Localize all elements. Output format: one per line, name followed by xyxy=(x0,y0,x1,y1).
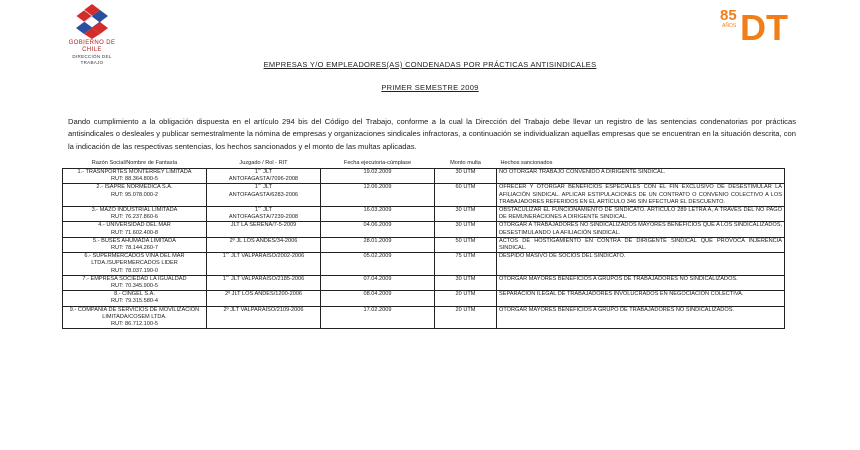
hechos-cell: ACTOS DE HOSTIGAMIENTO EN CONTRA DE DIRIGENTE SINDICAL QUE PROVOCA INJERENCIA SINDICAL. xyxy=(497,237,785,252)
hechos-cell: OTORGAR MAYORES BENEFICIOS A GRUPOS DE TRABAJADORES NO SINDICALIZADOS. xyxy=(497,275,785,290)
col-header-multa: Monto multa xyxy=(450,159,481,166)
fecha-cell: 04.06.2009 xyxy=(321,222,435,237)
hechos-cell: OTORGAR MAYORES BENEFICIOS A GRUPO DE TRABAJADORES NO SINDICALIZADOS. xyxy=(497,306,785,329)
razon-social-cell: 6.- SUPERMERCADOS VIÑA DEL MAR LTDA./SUPERMERCADOS LIDER RUT: 78.037.190-0 xyxy=(63,253,207,276)
hechos-cell: OTORGAR A TRABAJADORES NO SINDICALIZADOS MAYORES BENEFICIOS QUE A LOS SINDICALIZADOS, DESESTIMULANDO LA AFILIACIÓN SINDICAL. xyxy=(497,222,785,237)
fecha-cell: 28.01.2009 xyxy=(321,237,435,252)
document-title: EMPRESAS Y/O EMPLEADORES(AS) CONDENADAS POR PRÁCTICAS ANTISINDICALES xyxy=(263,60,597,69)
juzgado-cell: 1er JLT VALPARAÍSO/2002-2006 xyxy=(207,253,321,276)
fecha-cell: 12.06.2009 xyxy=(321,184,435,207)
razon-social-cell: 1.- TRASNPORTES MONTERREY LIMITADA RUT: 88.364.800-5 xyxy=(63,169,207,184)
table-row xyxy=(63,253,785,276)
table-row xyxy=(63,222,785,237)
gobierno-emblem-icon xyxy=(70,2,114,40)
juzgado-cell: 1er JLT ANTOFAGASTA/7096-2008 xyxy=(207,169,321,184)
document-header xyxy=(0,60,860,92)
juzgado-cell: 2º JLT LOS ANDES/1200-2006 xyxy=(207,291,321,306)
razon-social-cell: 2.- ISAPRE NORMÉDICA S.A. RUT: 95.078.000-2 xyxy=(63,184,207,207)
hechos-cell: OBSTACULIZAR EL FUNCIONAMIENTO DE SINDICATO. ARTÍCULO 289 LETRA A, A TRAVÉS DEL NO PAGO DE REMUNERACIONES A DIRIGENTE SINDICAL. xyxy=(497,207,785,222)
sanctions-table xyxy=(62,157,785,329)
multa-cell: 75 UTM xyxy=(435,253,497,276)
fecha-cell: 17.02.2009 xyxy=(321,306,435,329)
razon-social-cell: 4.- UNIVERSIDAD DEL MAR RUT: 71.602.400-8 xyxy=(63,222,207,237)
col-header-fecha: Fecha ejecutoria-cúmplase xyxy=(343,159,412,166)
juzgado-cell: 1er JLT VALPARAÍSO/2185-2006 xyxy=(207,275,321,290)
gobierno-subname: DIRECCIÓN DEL TRABAJO xyxy=(72,54,112,65)
multa-cell: 20 UTM xyxy=(435,291,497,306)
col-header-razon: Razón Social/Nombre de Fantasía xyxy=(91,159,178,166)
juzgado-cell: 2º JL LOS ANDES/34-2006 xyxy=(207,237,321,252)
hechos-cell: DESPIDO MASIVO DE SOCIOS DEL SINDICATO. xyxy=(497,253,785,276)
fecha-cell: 19.02.2009 xyxy=(321,169,435,184)
dt-letters: DT xyxy=(740,7,788,48)
multa-cell: 60 UTM xyxy=(435,184,497,207)
multa-cell: 30 UTM xyxy=(435,207,497,222)
table-row xyxy=(63,169,785,184)
juzgado-cell: 2º JLT VALPARAÍSO/2109-2006 xyxy=(207,306,321,329)
juzgado-cell: JLT LA SERENA/7-5-2009 xyxy=(207,222,321,237)
juzgado-cell: 1er JLT ANTOFAGASTA/6283-2006 xyxy=(207,184,321,207)
multa-cell: 20 UTM xyxy=(435,306,497,329)
hechos-cell: OFRECER Y OTORGAR BENEFICIOS ESPECIALES CON EL FIN EXCLUSIVO DE DESESTIMULAR LA AFILIACIÓN SINDICAL. APLICAR ESTIPULACIONES DE UN CONTRATO O CONVENIO COLECTIVO A LOS TRABAJADORES REFERIDOS EN EL ARTÍCULO 346 SIN EFECTUAR EL DESCUENTO. xyxy=(497,184,785,207)
multa-cell: 30 UTM xyxy=(435,222,497,237)
dt-years: 85 xyxy=(720,7,737,24)
intro-paragraph: Dando cumplimiento a la obligación dispuesta en el artículo 294 bis del Código del Trabajo, conforme a la cual la Dirección del Trabajo debe llevar un registro de las sentencias condenatorias por prácticas antisindicales o desleales y publicar semestralmente la nómina de empresas y organizaciones sindicales infractoras, a continuación se individualizan aquellas empresas que se encuentran en la situación descrita, con la indicación de las respectivas sentencias, los hechos sancionados y el monto de las multas aplicadas. xyxy=(68,116,796,151)
document-subtitle: PRIMER SEMESTRE 2009 xyxy=(381,83,479,92)
table-row xyxy=(63,184,785,207)
fecha-cell: 16.03.2009 xyxy=(321,207,435,222)
table-row xyxy=(63,291,785,306)
multa-cell: 50 UTM xyxy=(435,237,497,252)
gobierno-logo xyxy=(62,2,122,66)
razon-social-cell: 3.- MAZO INDUSTRIAL LIMITADA RUT: 76.237.860-6 xyxy=(63,207,207,222)
multa-cell: 30 UTM xyxy=(435,169,497,184)
fecha-cell: 07.04.2009 xyxy=(321,275,435,290)
juzgado-cell: 1er JLT ANTOFAGASTA/7239-2008 xyxy=(207,207,321,222)
multa-cell: 30 UTM xyxy=(435,275,497,290)
table-row xyxy=(63,237,785,252)
table-row xyxy=(63,207,785,222)
table-row xyxy=(63,306,785,329)
hechos-cell: SEPARACIÓN ILEGAL DE TRABAJADORES INVOLUCRADOS EN NEGOCIACIÓN COLECTIVA. xyxy=(497,291,785,306)
dt-anios: AÑOS xyxy=(722,23,737,29)
razon-social-cell: 7.- EMPRESA SOCIEDAD LA IGUALDAD RUT: 70.345.900-5 xyxy=(63,275,207,290)
razon-social-cell: 9.- COMPAÑÍA DE SERVICIOS DE MOVILIZACIÓN LIMITADA/COSEM LTDA. RUT: 86.712.100-5 xyxy=(63,306,207,329)
table-header-row xyxy=(63,157,785,169)
fecha-cell: 05.02.2009 xyxy=(321,253,435,276)
razon-social-cell: 8.- CINGEL S.A. RUT: 79.315.580-4 xyxy=(63,291,207,306)
hechos-cell: NO OTORGAR TRABAJO CONVENIDO A DIRIGENTE SINDICAL. xyxy=(497,169,785,184)
col-header-juzgado: Juzgado / Rol - RIT xyxy=(239,159,288,166)
table-row xyxy=(63,275,785,290)
fecha-cell: 08.04.2009 xyxy=(321,291,435,306)
razon-social-cell: 5.- BUSES AHUMADA LIMITADA RUT: 78.144.260-7 xyxy=(63,237,207,252)
dt-85-anios-logo xyxy=(720,0,788,50)
gobierno-name: GOBIERNO DE CHILE xyxy=(68,40,116,53)
col-header-hechos: Hechos sancionados xyxy=(500,159,553,166)
